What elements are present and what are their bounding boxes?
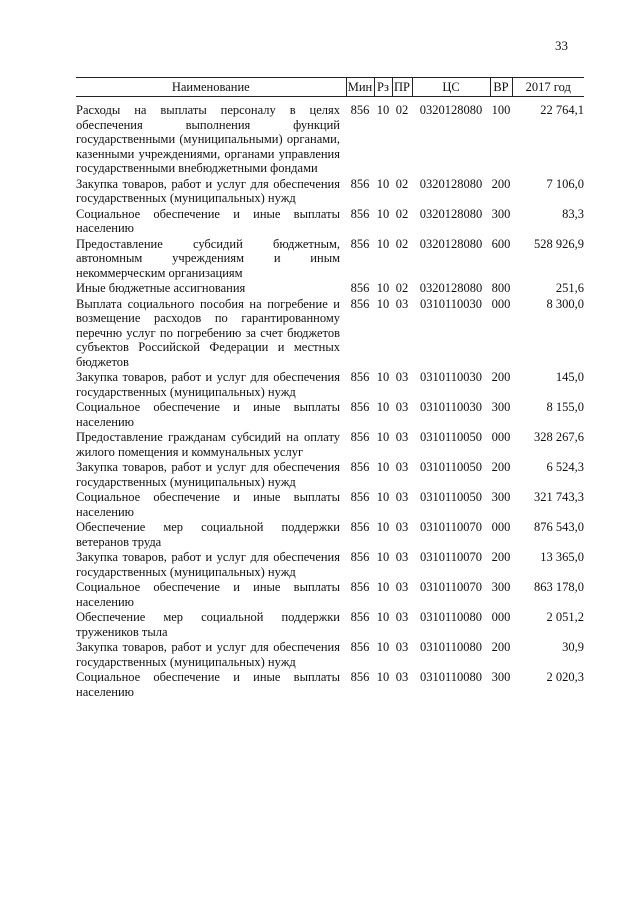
row-pr: 03 — [395, 400, 409, 414]
row-vr: 000 — [491, 520, 511, 534]
row-cs: 0320128080 — [419, 206, 483, 221]
row-rz: 10 — [376, 236, 390, 251]
row-rz: 10 — [376, 103, 390, 117]
row-name: Расходы на выплаты персоналу в целях обеспечения выполнения функций государственными (муниципальными) органами, казенными учреждениями, органами управления государственными внебюджетными фондами — [76, 103, 340, 175]
table-row — [76, 550, 584, 580]
row-rz: 10 — [376, 430, 390, 444]
row-pr: 03 — [395, 580, 409, 594]
row-cs: 0310110080 — [419, 640, 483, 654]
row-cs: 0310110030 — [419, 400, 483, 414]
row-amount: 2 051,2 — [546, 610, 584, 624]
budget-table — [76, 77, 584, 700]
row-cs: 0310110050 — [419, 460, 483, 474]
row-pr: 03 — [395, 430, 409, 444]
row-min: 856 — [350, 281, 370, 295]
row-pr: 03 — [395, 640, 409, 654]
table-row — [76, 177, 584, 207]
row-amount: 13 365,0 — [540, 550, 584, 564]
row-vr: 300 — [491, 400, 511, 414]
table-header-row — [76, 78, 584, 97]
row-vr: 200 — [491, 176, 511, 191]
row-min: 856 — [350, 580, 370, 594]
table-row — [76, 281, 584, 297]
table-row — [76, 400, 584, 430]
row-vr: 300 — [491, 670, 511, 684]
row-name: Социальное обеспечение и иные выплаты населению — [76, 670, 340, 699]
row-min: 856 — [350, 236, 370, 251]
row-min: 856 — [350, 670, 370, 684]
row-pr: 03 — [395, 296, 409, 311]
row-name: Закупка товаров, работ и услуг для обеспечения государственных (муниципальных) нужд — [76, 640, 340, 669]
row-rz: 10 — [376, 610, 390, 624]
row-vr: 300 — [491, 580, 511, 594]
row-min: 856 — [350, 370, 370, 384]
row-min: 856 — [350, 640, 370, 654]
row-name: Закупка товаров, работ и услуг для обеспечения государственных (муниципальных) нужд — [76, 460, 340, 489]
row-name: Обеспечение мер социальной поддержки тружеников тыла — [76, 610, 340, 639]
table-row — [76, 460, 584, 490]
table-row — [76, 520, 584, 550]
row-cs: 0310110080 — [419, 610, 483, 624]
row-name: Выплата социального пособия на погребение и возмещение расходов по гарантированному перечню услуг по погребению за счет бюджетов субъектов Российской Федерации и местных бюджетов — [76, 296, 340, 369]
table-row — [76, 370, 584, 400]
row-cs: 0320128080 — [419, 281, 483, 295]
row-name: Социальное обеспечение и иные выплаты населению — [76, 206, 340, 235]
row-rz: 10 — [376, 296, 390, 311]
table-row — [76, 670, 584, 700]
table-row — [76, 490, 584, 520]
row-name: Обеспечение мер социальной поддержки ветеранов труда — [76, 520, 340, 549]
row-amount: 145,0 — [555, 370, 584, 384]
row-vr: 000 — [491, 430, 511, 444]
header-rz: Рз — [374, 78, 392, 97]
table-row — [76, 297, 584, 371]
row-cs: 0310110080 — [419, 670, 483, 684]
row-pr: 03 — [395, 520, 409, 534]
row-min: 856 — [350, 400, 370, 414]
row-pr: 02 — [395, 206, 409, 221]
row-min: 856 — [350, 103, 370, 117]
header-pr: ПР — [392, 78, 412, 97]
row-amount: 876 543,0 — [534, 520, 584, 534]
row-vr: 200 — [491, 460, 511, 474]
row-vr: 300 — [491, 206, 511, 221]
row-cs: 0310110070 — [419, 550, 483, 564]
row-vr: 100 — [491, 103, 511, 117]
row-rz: 10 — [376, 580, 390, 594]
row-min: 856 — [350, 296, 370, 311]
row-amount: 30,9 — [562, 640, 584, 654]
header-year: 2017 год — [512, 78, 584, 97]
row-name: Социальное обеспечение и иные выплаты населению — [76, 490, 340, 519]
row-amount: 528 926,9 — [534, 236, 584, 251]
row-amount: 328 267,6 — [534, 430, 584, 444]
row-name: Предоставление гражданам субсидий на оплату жилого помещения и коммунальных услуг — [76, 430, 340, 459]
row-amount: 8 300,0 — [546, 296, 584, 311]
row-min: 856 — [350, 460, 370, 474]
row-cs: 0310110070 — [419, 580, 483, 594]
row-amount: 2 020,3 — [546, 670, 584, 684]
row-min: 856 — [350, 490, 370, 504]
row-amount: 7 106,0 — [546, 176, 584, 191]
row-vr: 800 — [491, 281, 511, 295]
row-rz: 10 — [376, 670, 390, 684]
row-min: 856 — [350, 610, 370, 624]
row-min: 856 — [350, 206, 370, 221]
row-cs: 0320128080 — [419, 236, 483, 251]
row-amount: 321 743,3 — [534, 490, 584, 504]
row-amount: 6 524,3 — [546, 460, 584, 474]
row-pr: 03 — [395, 610, 409, 624]
row-pr: 03 — [395, 550, 409, 564]
row-amount: 251,6 — [555, 281, 584, 295]
row-vr: 300 — [491, 490, 511, 504]
table-row — [76, 580, 584, 610]
row-amount: 22 764,1 — [540, 103, 584, 117]
row-cs: 0310110030 — [419, 370, 483, 384]
row-name: Иные бюджетные ассигнования — [76, 281, 246, 295]
table-row — [76, 103, 584, 177]
row-rz: 10 — [376, 176, 390, 191]
table-row — [76, 610, 584, 640]
header-vr: ВР — [490, 78, 512, 97]
row-amount: 863 178,0 — [534, 580, 584, 594]
row-cs: 0310110050 — [419, 430, 483, 444]
row-rz: 10 — [376, 550, 390, 564]
table-row — [76, 207, 584, 237]
row-min: 856 — [350, 176, 370, 191]
row-pr: 02 — [395, 176, 409, 191]
table-row — [76, 640, 584, 670]
row-name: Закупка товаров, работ и услуг для обеспечения государственных (муниципальных) нужд — [76, 370, 340, 399]
row-name: Социальное обеспечение и иные выплаты населению — [76, 400, 340, 429]
row-cs: 0320128080 — [419, 176, 483, 191]
row-vr: 000 — [491, 296, 511, 311]
row-rz: 10 — [376, 520, 390, 534]
row-amount: 8 155,0 — [546, 400, 584, 414]
row-name: Закупка товаров, работ и услуг для обеспечения государственных (муниципальных) нужд — [76, 550, 340, 579]
row-rz: 10 — [376, 490, 390, 504]
header-min: Мин — [346, 78, 374, 97]
row-rz: 10 — [376, 400, 390, 414]
row-cs: 0310110030 — [419, 296, 483, 311]
row-pr: 02 — [395, 103, 409, 117]
page-number: 33 — [555, 38, 568, 53]
row-amount: 83,3 — [562, 206, 584, 221]
row-rz: 10 — [376, 281, 390, 295]
row-min: 856 — [350, 550, 370, 564]
row-vr: 600 — [491, 236, 511, 251]
row-vr: 000 — [491, 610, 511, 624]
row-name: Предоставление субсидий бюджетным, автономным учреждениям и иным некоммерческим организациям — [76, 236, 340, 280]
row-name: Социальное обеспечение и иные выплаты населению — [76, 580, 340, 609]
row-cs: 0310110070 — [419, 520, 483, 534]
row-pr: 02 — [395, 236, 409, 251]
row-cs: 0310110050 — [419, 490, 483, 504]
row-pr: 03 — [395, 490, 409, 504]
header-name: Наименование — [76, 78, 346, 97]
header-cs: ЦС — [412, 78, 490, 97]
row-rz: 10 — [376, 460, 390, 474]
row-pr: 03 — [395, 460, 409, 474]
row-min: 856 — [350, 430, 370, 444]
row-name: Закупка товаров, работ и услуг для обеспечения государственных (муниципальных) нужд — [76, 176, 340, 205]
row-rz: 10 — [376, 370, 390, 384]
row-rz: 10 — [376, 640, 390, 654]
row-vr: 200 — [491, 370, 511, 384]
row-vr: 200 — [491, 550, 511, 564]
table-row — [76, 430, 584, 460]
row-cs: 0320128080 — [419, 103, 483, 117]
row-rz: 10 — [376, 206, 390, 221]
row-pr: 03 — [395, 670, 409, 684]
row-pr: 02 — [395, 281, 409, 295]
row-vr: 200 — [491, 640, 511, 654]
row-min: 856 — [350, 520, 370, 534]
table-row — [76, 237, 584, 282]
row-pr: 03 — [395, 370, 409, 384]
